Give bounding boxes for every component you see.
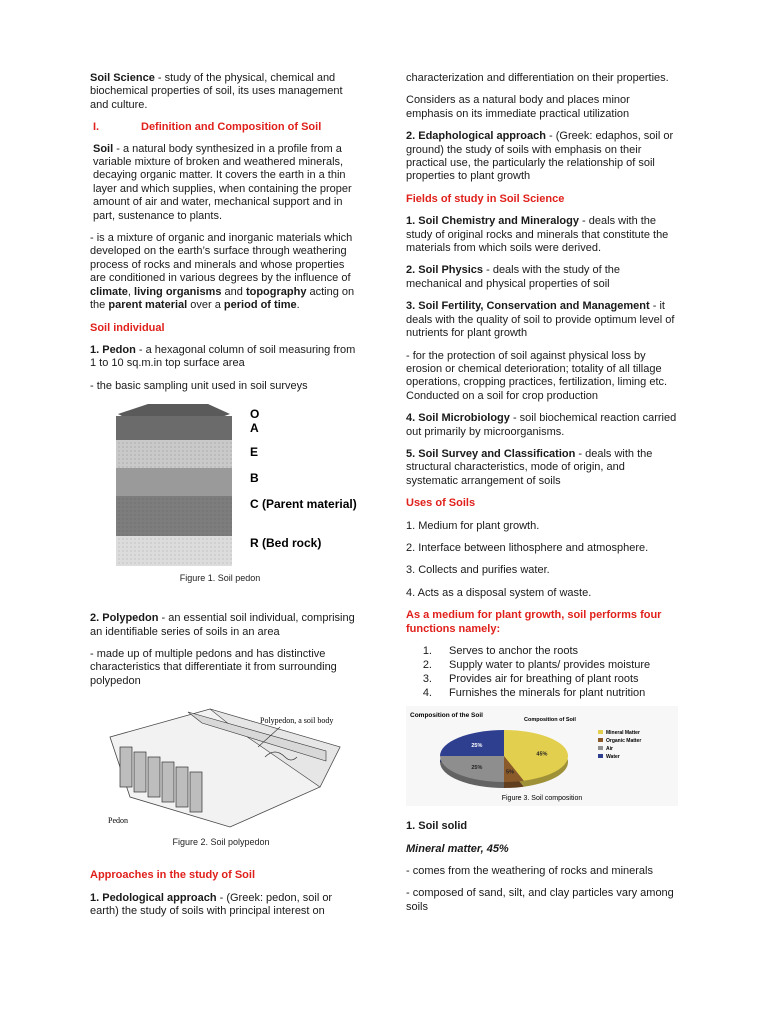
function-item (406, 659, 678, 672)
function-item (406, 645, 678, 658)
label-b: B (250, 471, 259, 486)
label-o: O (250, 407, 260, 422)
living-organisms-term: living organisms (134, 285, 222, 298)
function-number: 1. (422, 645, 432, 657)
figure1-caption: Figure 1. Soil pedon (179, 573, 261, 584)
label-r: R (Bed rock) (250, 536, 322, 551)
edaphological-term: 2. Edaphological approach (406, 130, 546, 143)
layer-b (116, 468, 232, 496)
soil-science-definition: - study of the physical, chemical and biochemical properties of soil, its uses management and culture. (90, 72, 343, 111)
function-text: Serves to anchor the roots (449, 645, 579, 657)
fertility-note: - for the protection of soil against physical loss by erosion or chemical deterioration; totality of all tillage operations, cropping practices, fertilization, liming etc. Conducted on a soil for crop production (406, 349, 668, 402)
uses-heading: Uses of Soils (406, 497, 476, 510)
soil-science-term: Soil Science (90, 72, 155, 84)
parent-material-term: parent material (108, 299, 188, 312)
soil-text: - a natural body synthesized in a profile from a variable mixture of broken and weathered minerals, decaying organic matter. It covers the earth in a thin layer and which supplies, when containing the proper amount of air and water, mechanical support and in part, sustenance to plants. (93, 142, 352, 222)
soil-term: Soil (93, 142, 114, 155)
pedological-term: 1. Pedological approach (90, 891, 217, 904)
figure-soil-polypedon (90, 697, 362, 857)
physics-paragraph (406, 264, 678, 291)
soil-solid-heading: 1. Soil solid (406, 820, 468, 833)
pie-value-label: 25% (471, 743, 483, 750)
pedon-term: 1. Pedon (90, 343, 136, 356)
considers-paragraph: Considers as a natural body and places minor emphasis on its immediate practical utilization (406, 94, 630, 120)
fertility-text: - it deals with the quality of soil to provide optimum level of nutrients for plant growth (406, 300, 675, 340)
physics-text: - deals with the study of the mechanical and physical properties of soil (406, 264, 621, 290)
soil-pedon-illustration (90, 402, 362, 592)
section-heading (93, 121, 362, 134)
soil-mixture-paragraph (90, 232, 362, 312)
fertility-term: 3. Soil Fertility, Conservation and Management (406, 300, 650, 313)
polypedon-label: Polypedon, a soil body (260, 716, 334, 726)
physics-term: 2. Soil Physics (406, 264, 484, 277)
legend-swatch (598, 738, 603, 742)
function-number: 3. (422, 672, 432, 685)
pie-value-label: 5% (506, 769, 514, 776)
legend-swatch (598, 730, 603, 734)
soil-composition-chart (406, 706, 678, 806)
legend-label: Air (606, 746, 613, 753)
function-text: Provides air for breathing of plant roots (449, 672, 639, 685)
approaches-heading: Approaches in the study of Soil (90, 869, 256, 882)
pedon-label: Pedon (108, 816, 128, 826)
survey-term: 5. Soil Survey and Classification (406, 447, 576, 460)
mixture-text: . (296, 299, 300, 312)
pedon-paragraph (90, 344, 362, 371)
chemistry-text: - deals with the study of original rocks and minerals that constitute the materials from which soils were derived. (406, 215, 669, 255)
pedon-note: - the basic sampling unit used in soil surveys (90, 379, 308, 392)
mineral-note: - comes from the weathering of rocks and minerals (406, 864, 653, 877)
chart-title: Composition of Soil (524, 717, 576, 724)
intro-paragraph (90, 72, 362, 112)
survey-paragraph (406, 448, 678, 488)
pedological-text: - (Greek: pedon, soil or earth) the study of soils with principal interest on (90, 891, 333, 917)
fields-heading: Fields of study in Soil Science (406, 192, 565, 205)
legend-label: Organic Matter (606, 738, 642, 745)
climate-term: climate (90, 285, 128, 298)
mixture-text: and (221, 285, 246, 298)
mineral-note: - composed of sand, silt, and clay particles vary among soils (406, 887, 674, 913)
left-column (90, 72, 362, 927)
function-text: Supply water to plants/ provides moisture (449, 658, 651, 671)
pedological-paragraph (90, 892, 362, 919)
edaphological-text: - (Greek: edaphos, soil or ground) the study of soils with emphasis on their practical use, the particularly the relationship of soil properties to plant growth (406, 130, 674, 183)
legend-label: Mineral Matter (606, 730, 640, 737)
function-item (406, 673, 678, 686)
function-text: Furnishes the minerals for plant nutrition (449, 686, 646, 699)
figure-soil-composition (406, 706, 678, 806)
functions-heading: As a medium for plant growth, soil performs four functions namely: (406, 609, 662, 635)
function-item (406, 687, 678, 700)
label-a: A (250, 421, 259, 436)
microbiology-text: - soil biochemical reaction carried out primarily by microorganisms. (406, 412, 677, 438)
chart-outer-title: Composition of the Soil (410, 712, 483, 720)
mixture-text: acting on the (90, 285, 355, 312)
edaphological-paragraph (406, 130, 678, 184)
chemistry-term: 1. Soil Chemistry and Mineralogy (406, 215, 579, 228)
mineral-matter-heading: Mineral matter, 45% (406, 842, 509, 855)
right-column (406, 72, 678, 923)
figure-soil-pedon (90, 402, 362, 602)
period-of-time-term: period of time (223, 299, 297, 312)
use-item: 3. Collects and purifies water. (406, 564, 550, 577)
mixture-text: , (127, 285, 135, 298)
figure2-caption: Figure 2. Soil polypedon (172, 837, 270, 848)
microbiology-term: 4. Soil Microbiology (406, 412, 510, 425)
polypedon-text: - an essential soil individual, comprising an identifiable series of soils in an area (90, 612, 355, 638)
pie-value-label: 45% (536, 751, 548, 758)
fertility-paragraph (406, 300, 678, 340)
polypedon-paragraph (90, 612, 362, 639)
legend-swatch (598, 754, 603, 758)
layer-o-a (116, 416, 232, 440)
functions-list (406, 645, 678, 700)
use-item: 1. Medium for plant growth. (406, 519, 540, 532)
label-e: E (250, 445, 259, 460)
pedon-text: - a hexagonal column of soil measuring from 1 to 10 sq.m.in top surface area (90, 343, 356, 370)
pie-value-label: 25% (471, 765, 483, 772)
figure3-caption: Figure 3. Soil composition (501, 795, 583, 803)
use-item: 2. Interface between lithosphere and atmosphere. (406, 541, 649, 554)
legend-label: Water (606, 754, 620, 761)
section-title: Definition and Composition of Soil (141, 121, 322, 134)
mixture-text: over a (187, 299, 224, 312)
legend-swatch (598, 746, 603, 750)
function-number: 4. (422, 686, 432, 699)
soil-individual-heading: Soil individual (90, 321, 165, 334)
polypedon-note: - made up of multiple pedons and has distinctive characteristics that differentiate it from surrounding polypedon (90, 647, 337, 687)
function-number: 2. (422, 658, 432, 671)
microbiology-paragraph (406, 412, 678, 439)
mixture-text: - is a mixture of organic and inorganic materials which developed on the earth’s surface through weathering process of rocks and minerals and whose properties are conditioned in various degrees by the influence of (90, 232, 353, 285)
soil-definition (93, 143, 362, 223)
chemistry-paragraph (406, 215, 678, 255)
survey-text: - deals with the structural characteristics, mode of origin, and systematic arrangement of soils (406, 447, 653, 487)
pedological-continued: characterization and differentiation on their properties. (406, 72, 669, 84)
section-number: I. (93, 121, 100, 134)
polypedon-term: 2. Polypedon (90, 612, 159, 625)
use-item: 4. Acts as a disposal system of waste. (406, 586, 592, 599)
label-c: C (Parent material) (250, 497, 357, 512)
topography-term: topography (245, 285, 307, 298)
soil-polypedon-illustration (90, 697, 362, 847)
